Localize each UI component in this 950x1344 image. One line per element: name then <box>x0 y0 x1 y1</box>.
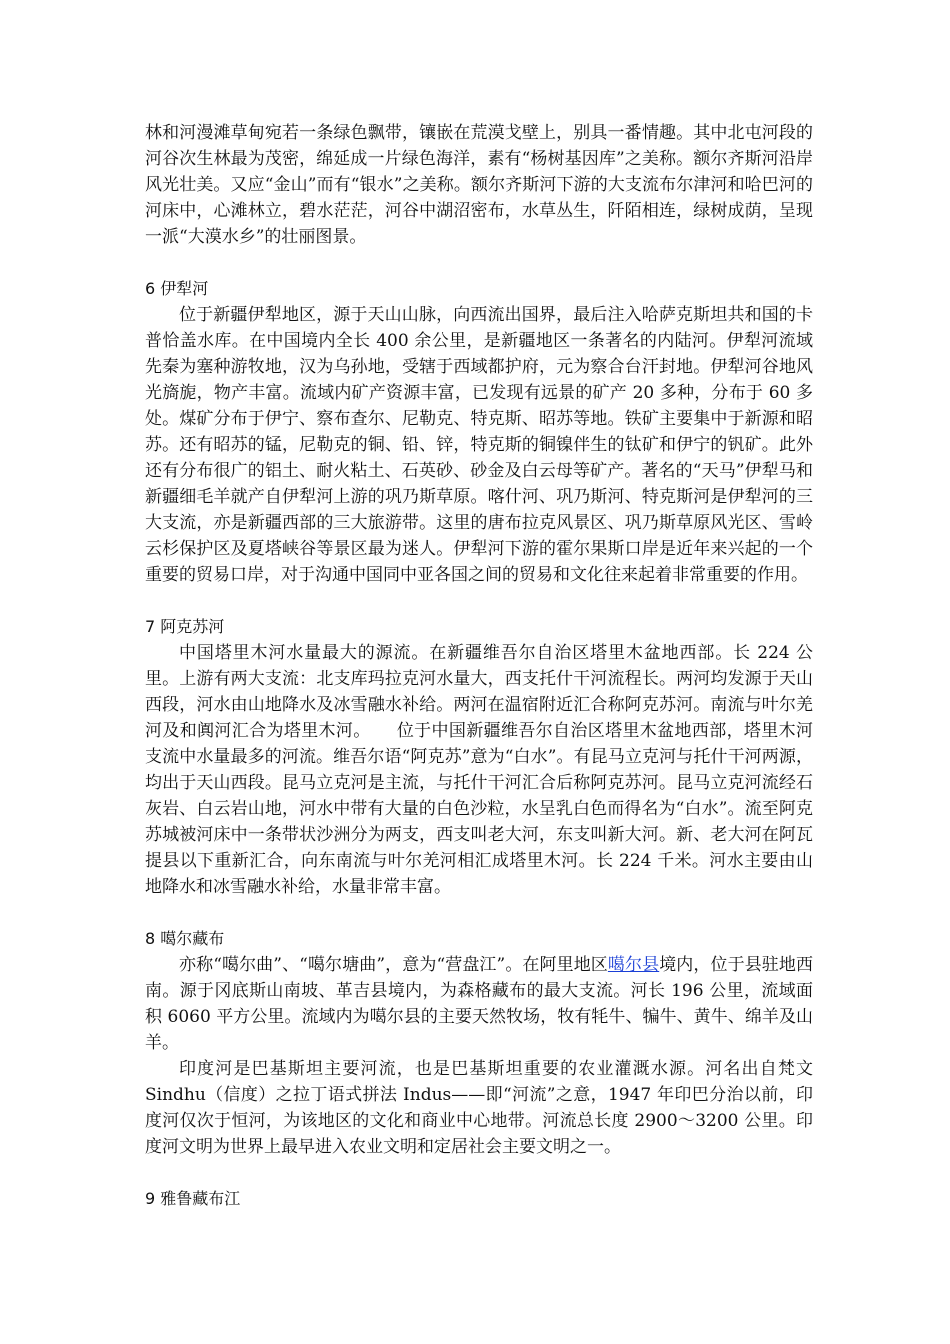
document-body <box>145 120 813 1212</box>
aksu-river-paragraph: 中国塔里木河水量最大的源流。在新疆维吾尔自治区塔里木盆地西部。长 224 公里。上游有两大支流：北支库玛拉克河水量大，西支托什干河流程长。两河均发源于天山西段，河水由山地降水及冰雪融水补给。两河在温宿附近汇合称阿克苏河。南流与叶尔羌河及和阗河汇合为塔里木河。 位于中国新疆维吾尔自治区塔里木盆地西部，塔里木河支流中水量最多的河流。维吾尔语“阿克苏”意为“白水”。有昆马立克河与托什干河两源，均出于天山西段。昆马立克河是主流，与托什干河汇合后称阿克苏河。昆马立克河流经石灰岩、白云岩山地，河水中带有大量的白色沙粒，水呈乳白色而得名为“白水”。流至阿克苏城被河床中一条带状沙洲分为两支，西支叫老大河，东支叫新大河。新、老大河在阿瓦提县以下重新汇合，向东南流与叶尔羌河相汇成塔里木河。长 224 千米。河水主要由山地降水和冰雪融水补给，水量非常丰富。 <box>145 643 813 897</box>
section-heading-yarlung-tsangpo: 9 雅鲁藏布江 <box>145 1189 241 1208</box>
gar-tsangpo-text-before-link: 亦称“噶尔曲”、“噶尔塘曲”，意为“营盘江”。在阿里地区 <box>179 955 608 975</box>
section-heading-aksu-river: 7 阿克苏河 <box>145 617 225 636</box>
gar-county-link[interactable]: 噶尔县 <box>607 955 660 975</box>
section-spacer <box>145 900 813 926</box>
section-heading-yili-river: 6 伊犁河 <box>145 279 209 298</box>
gar-tsangpo-paragraph <box>145 952 813 1056</box>
indus-river-paragraph: 印度河是巴基斯坦主要河流，也是巴基斯坦重要的农业灌溉水源。河名出自梵文 Sindhu（信度）之拉丁语式拼法 Indus——即“河流”之意，1947 年印巴分治以前，印度河仅次于恒河，为该地区的文化和商业中心地带。河流总长度 2900～3200 公里。印度河文明为世界上最早进入农业文明和定居社会主要文明之一。 <box>145 1059 813 1157</box>
section-heading-gar-tsangpo: 8 噶尔藏布 <box>145 929 225 948</box>
yili-river-paragraph: 位于新疆伊犁地区，源于天山山脉，向西流出国界，最后注入哈萨克斯坦共和国的卡普恰盖水库。在中国境内全长 400 余公里，是新疆地区一条著名的内陆河。伊犁河流域先秦为塞种游牧地，汉为乌孙地，受辖于西域都护府，元为察合台汗封地。伊犁河谷地风光旖旎，物产丰富。流域内矿产资源丰富，已发现有远景的矿产 20 多种，分布于 60 多处。煤矿分布于伊宁、察布查尔、尼勒克、特克斯、昭苏等地。铁矿主要集中于新源和昭苏。还有昭苏的锰，尼勒克的铜、铅、锌，特克斯的铜镍伴生的钛矿和伊宁的钒矿。此外还有分布很广的铝土、耐火粘土、石英砂、砂金及白云母等矿产。著名的“天马”伊犁马和新疆细毛羊就产自伊犁河上游的巩乃斯草原。喀什河、巩乃斯河、特克斯河是伊犁河的三大支流，亦是新疆西部的三大旅游带。这里的唐布拉克风景区、巩乃斯草原风光区、雪岭云杉保护区及夏塔峡谷等景区最为迷人。伊犁河下游的霍尔果斯口岸是近年来兴起的一个重要的贸易口岸，对于沟通中国同中亚各国之间的贸易和文化往来起着非常重要的作用。 <box>145 305 813 585</box>
section-spacer <box>145 1160 813 1186</box>
gar-tsangpo-text-after-link: 境内，位于县驻地西南。源于冈底斯山南坡、革吉县境内，为森格藏布的最大支流。河长 196 公里，流域面积 6060 平方公里。流域内为噶尔县的主要天然牧场，牧有牦牛、犏牛、黄牛、绵羊及山羊。 <box>145 955 813 1053</box>
section-spacer <box>145 588 813 614</box>
section-spacer <box>145 250 813 276</box>
intro-paragraph: 林和河漫滩草甸宛若一条绿色飘带，镶嵌在荒漠戈壁上，别具一番情趣。其中北屯河段的河谷次生林最为茂密，绵延成一片绿色海洋，素有“杨树基因库”之美称。额尔齐斯河沿岸风光壮美。又应“金山”而有“银水”之美称。额尔齐斯河下游的大支流布尔津河和哈巴河的河床中，心滩林立，碧水茫茫，河谷中湖沼密布，水草丛生，阡陌相连，绿树成荫，呈现一派“大漠水乡”的壮丽图景。 <box>145 123 813 247</box>
